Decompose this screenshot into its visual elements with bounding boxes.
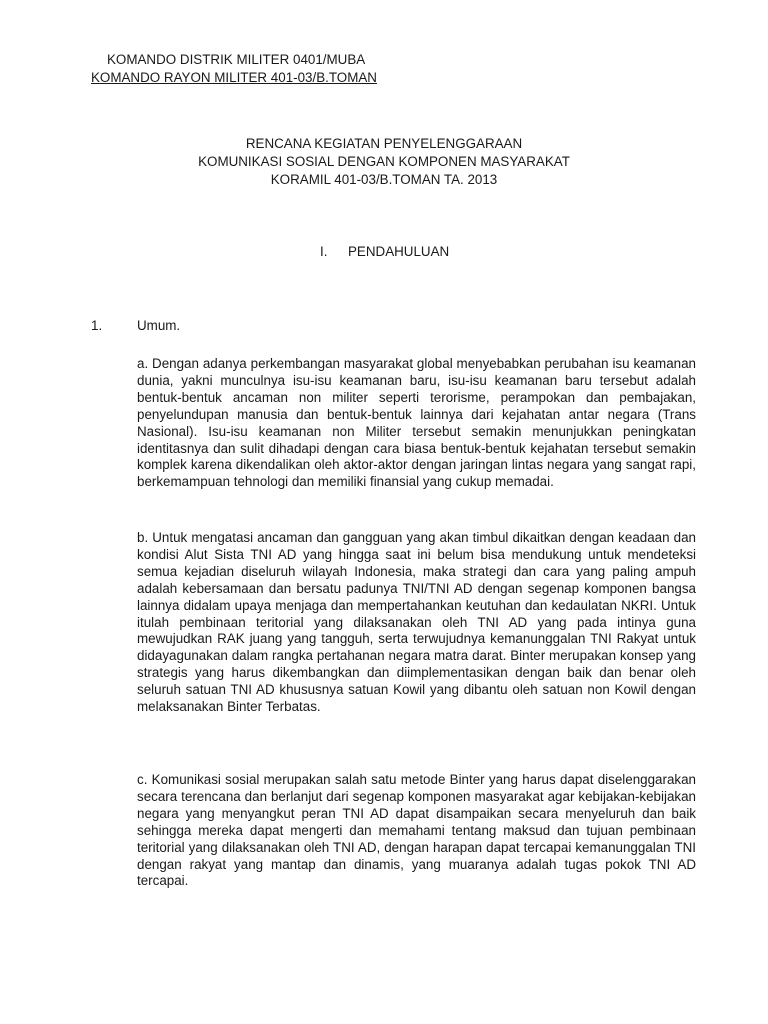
paragraph-b: b. Untuk mengatasi ancaman dan gangguan yang akan timbul dikaitkan dengan keadaan dan kondisi Alut Sista TNI AD yang hingga saat ini belum bisa mendukung untuk mendeteksi semua kejadian diseluruh wilayah Indonesia, maka strategi dan cara yang paling ampuh adalah kebersamaan dan bersatu padunya TNI/TNI AD dengan segenap komponen bangsa lainnya didalam upaya menjaga dan mempertahankan keutuhan dan kedaulatan NKRI. Untuk itulah pembinaan teritorial yang dilaksanakan oleh TNI AD yang pada intinya guna mewujudkan RAK juang yang tangguh, serta terwujudnya kemanunggalan TNI Rakyat untuk didayagunakan dalam rangka pertahanan negara matra darat. Binter merupakan konsep yang strategis yang harus dikembangkan dan diimplementasikan dengan baik dan benar oleh seluruh satuan TNI AD khususnya satuan Kowil yang dibantu oleh satuan non Kowil dengan melaksanakan Binter Terbatas. bbox=[137, 530, 696, 715]
title-line-3: KORAMIL 401-03/B.TOMAN TA. 2013 bbox=[270, 172, 498, 187]
title-line-2: KOMUNIKASI SOSIAL DENGAN KOMPONEN MASYARAKAT bbox=[198, 154, 570, 169]
chapter-number: I. bbox=[320, 244, 328, 259]
document-title bbox=[0, 135, 768, 189]
paragraph-a: a. Dengan adanya perkembangan masyarakat global menyebabkan perubahan isu keamanan dunia, yakni munculnya isu-isu keamanan baru, isu-isu keamanan baru tersebut adalah bentuk-bentuk ancaman non militer seperti terorisme, perampokan dan pembajakan, penyelundupan manusia dan bentuk-bentuk lainnya dari kejahatan antar negara (Trans Nasional). Isu-isu keamanan non Militer tersebut semakin menunjukkan peningkatan identitasnya dan sulit dihadapi dengan cara biasa bentuk-bentuk kejahatan tersebut semakin komplek karena dikendalikan oleh aktor-aktor dengan jaringan lintas negara yang sangat rapi, berkemampuan tehnologi dan memiliki finansial yang cukup memadai. bbox=[137, 356, 696, 490]
header-line-2: KOMANDO RAYON MILITER 401-03/B.TOMAN bbox=[91, 70, 377, 85]
section-number: 1. bbox=[91, 318, 103, 333]
chapter-title: PENDAHULUAN bbox=[348, 244, 450, 259]
paragraph-c: c. Komunikasi sosial merupakan salah satu metode Binter yang harus dapat diselenggarakan secara terencana dan berlanjut dari segenap komponen masyarakat agar kebijakan-kebijakan negara yang menyangkut peran TNI AD dapat disampaikan secara menyeluruh dan baik sehingga mereka dapat mengerti dan memahami tentang maksud dan tujuan pembinaan teritorial yang dilaksanakan oleh TNI AD, dengan harapan dapat tercapai kemanunggalan TNI dengan rakyat yang mantap dan dinamis, yang muaranya adalah tugas pokok TNI AD tercapai. bbox=[137, 772, 696, 889]
section-heading bbox=[91, 317, 180, 335]
header-line-1: KOMANDO DISTRIK MILITER 0401/MUBA bbox=[107, 52, 366, 67]
section-title: Umum. bbox=[137, 318, 181, 333]
title-line-1: RENCANA KEGIATAN PENYELENGGARAAN bbox=[245, 136, 523, 151]
chapter-heading bbox=[320, 243, 449, 261]
